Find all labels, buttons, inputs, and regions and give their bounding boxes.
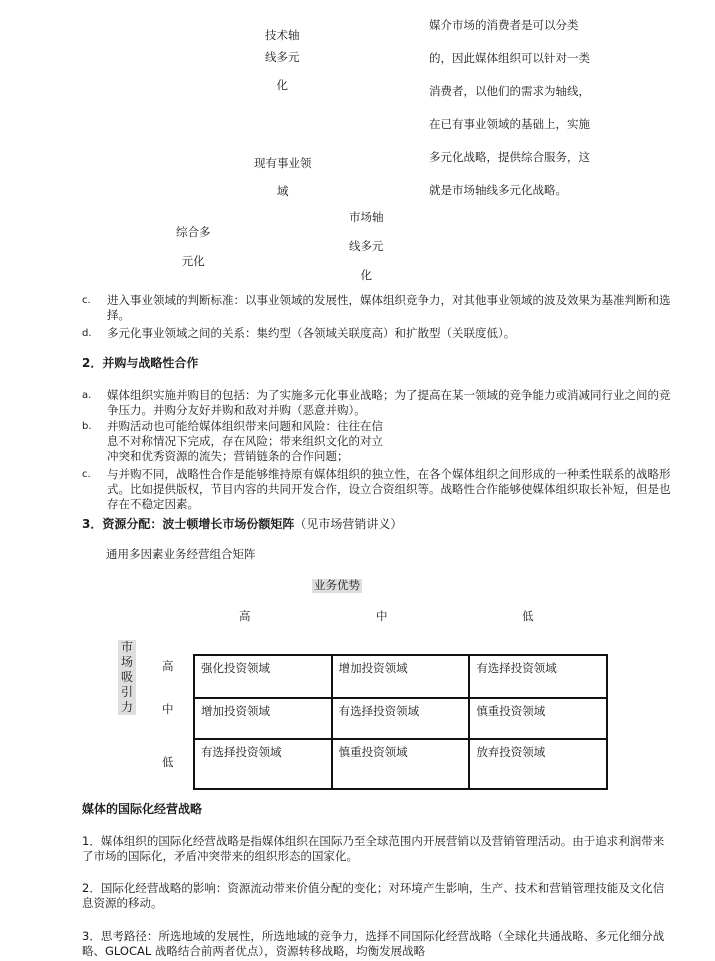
matrix-cell: 强化投资领域 [194, 655, 332, 698]
intl-strategy-title: 媒体的国际化经营战略 [82, 802, 203, 816]
list-marker: b. [82, 421, 92, 432]
list-marker: d. [82, 328, 92, 339]
tech-axis-label: 技术轴 线多元 化 [265, 28, 300, 92]
market-axis-description: 媒介市场的消费者是可以分类 的，因此媒体组织可以针对一类 消费者，以他们的需求为轴线， 在已有事业领域的基础上，实施 多元化战略，提供综合服务，这 就是市场轴线多元化战略。 [429, 18, 590, 197]
list-item-b [82, 419, 672, 464]
matrix-cell: 有选择投资领域 [194, 739, 332, 789]
list-marker: c. [82, 295, 91, 306]
list-marker: a. [82, 390, 92, 401]
list-text: 与并购不同，战略性合作是能够维持原有媒体组织的独立性，在各个媒体组织之间形成的一种柔性联系的战略形式。比如提供版权，节目内容的共同开发合作，设立合资组织等。战略性合作能够使媒体组织取长补短，但是也存在不稳定因素。 [107, 467, 671, 511]
matrix-cell: 慎重投资领域 [469, 698, 607, 739]
comprehensive-label: 综合多 元化 [176, 225, 211, 268]
intl-para-3: 3．思考路径：所选地域的发展性，所选地域的竞争力，选择不同国际化经营战略（全球化共通战略、多元化细分战略、GLOCAL 战略结合前两者优点），资源转移战略，均衡发展战略 [82, 929, 665, 958]
list-text: 进入事业领域的判断标准：以事业领域的发展性，媒体组织竞争力，对其他事业领域的波及效果为基准判断和选择。 [107, 293, 671, 322]
section-2-heading: 2．并购与战略性合作 [82, 356, 199, 370]
matrix-row-header-mid: 中 [162, 702, 174, 716]
list-item-c [82, 293, 672, 323]
list-marker: c. [82, 469, 91, 480]
current-domain-label: 现有事业领 域 [254, 156, 312, 198]
list-item-c2 [82, 467, 672, 512]
matrix-row [194, 739, 607, 789]
list-item-d [82, 326, 672, 341]
intl-para-2: 2．国际化经营战略的影响：资源流动带来价值分配的变化；对环境产生影响，生产、技术和营销管理技能及文化信息资源的移动。 [82, 881, 665, 910]
intl-para-1: 1．媒体组织的国际化经营战略是指媒体组织在国际乃至全球范围内开展营销以及营销管理活动。由于追求利润带来了市场的国际化，矛盾冲突带来的组织形态的国家化。 [82, 834, 665, 863]
list-text: 并购活动也可能给媒体组织带来问题和风险：往往在信 息不对称情况下完成，存在风险；带来组织文化的对立 冲突和优秀资源的流失；营销链条的合作问题； [107, 419, 383, 463]
matrix-side-title: 市 场 吸 引 力 [118, 640, 136, 715]
section-3-heading: 3．资源分配：波士顿增长市场份额矩阵（见市场营销讲义） [82, 517, 403, 531]
matrix-cell: 增加投资领域 [332, 655, 470, 698]
matrix-col-header-mid: 中 [376, 609, 388, 623]
matrix-caption: 通用多因素业务经营组合矩阵 [106, 547, 256, 561]
matrix-row [194, 698, 607, 739]
list-item-a [82, 388, 672, 418]
matrix-col-header-high: 高 [239, 609, 251, 623]
matrix-row-header-low: 低 [162, 755, 174, 769]
list-text: 媒体组织实施并购目的包括：为了实施多元化事业战略；为了提高在某一领域的竞争能力或消减同行业之间的竞争压力。并购分友好并购和敌对并购（恶意并购）。 [107, 388, 671, 417]
matrix-cell: 有选择投资领域 [469, 655, 607, 698]
investment-matrix [193, 654, 608, 790]
matrix-row-header-high: 高 [162, 659, 174, 673]
matrix-cell: 有选择投资领域 [332, 698, 470, 739]
matrix-cell: 增加投资领域 [194, 698, 332, 739]
matrix-cell: 慎重投资领域 [332, 739, 470, 789]
matrix-top-title: 业务优势 [314, 578, 360, 592]
matrix-col-header-low: 低 [522, 609, 534, 623]
matrix-row [194, 655, 607, 698]
market-axis-label: 市场轴 线多元 化 [349, 210, 384, 282]
list-text: 多元化事业领域之间的关系：集约型（各领域关联度高）和扩散型（关联度低）。 [107, 326, 516, 340]
matrix-cell: 放弃投资领域 [469, 739, 607, 789]
